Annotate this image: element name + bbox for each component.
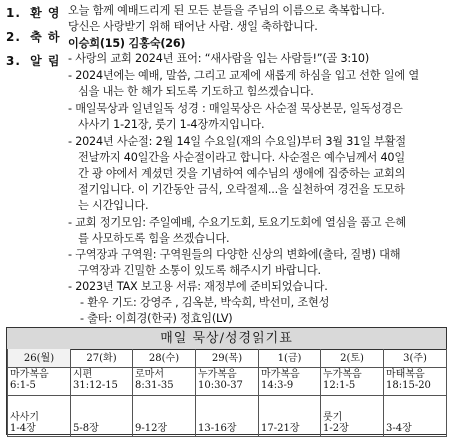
bible-ref: 9-12장 [135, 423, 168, 434]
meditation-book: 마태복음 [386, 369, 425, 380]
meditation-cell [71, 368, 133, 396]
meditation-book: 마가복음 [10, 369, 49, 380]
meditation-ref: 31:12-15 [73, 380, 118, 391]
meditation-ref: 8:31-35 [135, 380, 174, 391]
notices-heading [6, 52, 60, 69]
bible-cell [321, 396, 384, 437]
birthday-names: 이승희(15) 김홍숙(26) [68, 37, 186, 50]
day-cell: 26(월) [8, 349, 71, 368]
welcome-line-2: 당신은 사랑받기 위해 태어난 사람. 생일 축하합니다. [68, 20, 318, 33]
meditation-book: 시편 [73, 369, 93, 380]
notice-line: - 구역장과 구역원: 구역원들의 다양한 신상의 변화에(출타, 질병) 대해 [68, 248, 401, 261]
notice-line: 전날까지 40일간을 사순절이라고 합니다. 사순절은 예수님께서 40일 [78, 151, 405, 164]
reading-table-box [6, 327, 447, 435]
birthday-heading [6, 28, 60, 45]
notices-number: 3. [6, 54, 21, 68]
meditation-cell [8, 368, 71, 396]
table-row [8, 349, 447, 368]
notice-line: - 2024년 사순절: 2월 14일 수요일(재의 수요일)부터 3월 31일 부활절 [68, 135, 406, 148]
bible-book: 사사기 [10, 412, 39, 423]
welcome-heading [6, 4, 60, 21]
bible-ref: 1-2장 [323, 423, 349, 434]
table-row [8, 396, 447, 437]
bible-cell [384, 396, 447, 437]
bible-cell [71, 396, 133, 437]
meditation-book: 누가복음 [198, 369, 237, 380]
bible-cell [196, 396, 259, 437]
table-row [8, 368, 447, 396]
notice-line: 간 광 야에서 계셨던 것을 기념하여 예수님의 생애에 집중하는 교회의 [78, 167, 406, 180]
meditation-ref: 12:1-5 [323, 380, 356, 391]
notice-line: 심을 내는 한 해가 되도록 기도하고 힘쓰겠습니다. [78, 85, 314, 98]
bible-ref: 17-21장 [261, 423, 300, 434]
notice-line: - 2023년 TAX 보고용 서류: 재정부에 준비되었습니다. [68, 280, 328, 293]
notice-line: 구역장과 긴밀한 소통이 있도록 해주시기 바랍니다. [78, 264, 321, 277]
welcome-number: 1. [6, 6, 21, 20]
meditation-book: 마가복음 [261, 369, 300, 380]
notice-line: 는 시간입니다. [78, 199, 149, 212]
bible-cell [133, 396, 196, 437]
day-cell: 1(금) [259, 349, 321, 368]
day-cell: 3(주) [384, 349, 447, 368]
day-cell: 27(화) [71, 349, 133, 368]
day-cell: 29(목) [196, 349, 259, 368]
meditation-ref: 18:15-20 [386, 380, 431, 391]
notice-line: - 2024년에는 예배, 말씀, 그리고 교제에 새롭게 하심을 입고 선한 일에 열 [68, 69, 419, 82]
meditation-book: 로마서 [135, 369, 164, 380]
meditation-cell [196, 368, 259, 396]
meditation-ref: 10:30-37 [198, 380, 243, 391]
birthday-number: 2. [6, 30, 21, 44]
meditation-book: 누가복음 [323, 369, 362, 380]
notice-travel: - 출타: 이희경(한국) 정효임(LV) [80, 312, 233, 325]
notice-motto: - 사랑의 교회 2024년 표어: “새사람을 입는 사람들!”(골 3:10) [68, 52, 369, 65]
day-cell: 28(수) [133, 349, 196, 368]
notice-line: 사사기 1-21장, 룻기 1-4장까지입니다. [78, 118, 265, 131]
day-cell: 2(토) [321, 349, 384, 368]
reading-table [7, 349, 447, 437]
notice-prayer: - 환우 기도: 강영주 , 김옥분, 박숙희, 박선미, 조현성 [80, 296, 330, 309]
notice-line: 절기입니다. 이 기간동안 금식, 오락절제...을 실천하여 경건을 도모하 [78, 183, 405, 196]
reading-table-title: 매일 묵상/성경읽기표 [7, 328, 446, 350]
bible-ref: 13-16장 [198, 423, 237, 434]
bible-ref: 3-4장 [386, 423, 412, 434]
welcome-title: 환 영 [30, 6, 61, 20]
notice-line: 를 사모하도록 힘을 쓰겠습니다. [78, 232, 230, 245]
bible-ref: 5-8장 [73, 423, 99, 434]
meditation-cell [259, 368, 321, 396]
welcome-line-1: 오늘 함께 예배드리게 된 모든 분들을 주님의 이름으로 축복합니다. [68, 4, 385, 17]
meditation-cell [384, 368, 447, 396]
birthday-title: 축 하 [30, 30, 61, 44]
notices-title: 알 림 [30, 54, 61, 68]
notice-line: - 교회 정기모임: 주일예배, 수요기도회, 토요기도회에 열심을 품고 은혜 [68, 216, 406, 229]
meditation-cell [133, 368, 196, 396]
bible-cell [259, 396, 321, 437]
notice-line: - 매일묵상과 일년일독 성경 : 매일묵상은 사순절 묵상본문, 일독성경은 [68, 102, 403, 115]
meditation-cell [321, 368, 384, 396]
bible-ref: 1-4장 [10, 423, 36, 434]
meditation-ref: 6:1-5 [10, 380, 36, 391]
meditation-ref: 14:3-9 [261, 380, 294, 391]
bible-cell [8, 396, 71, 437]
bible-book: 룻기 [323, 412, 343, 423]
